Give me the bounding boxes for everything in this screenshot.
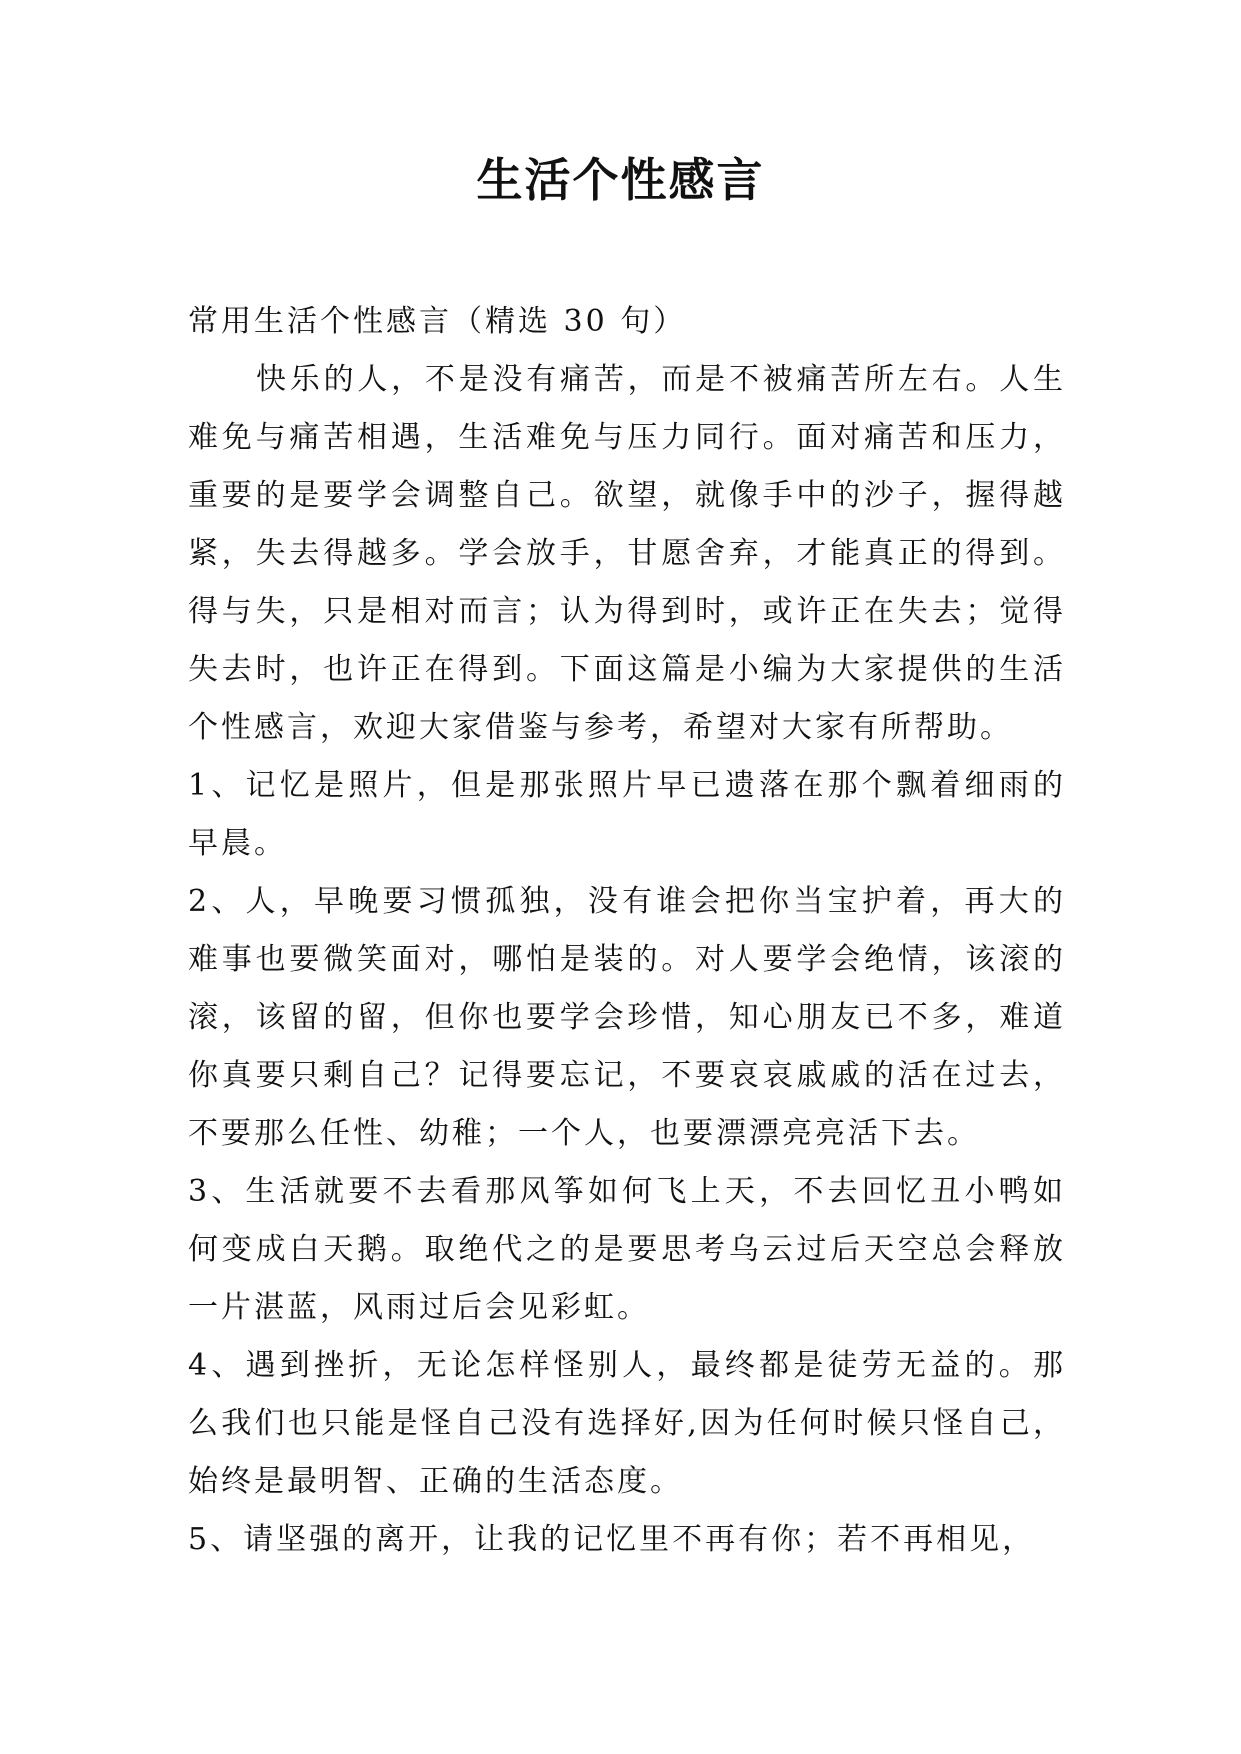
document-title: 生活个性感言 [476, 153, 765, 207]
list-item: 4、遇到挫折，无论怎样怪别人，最终都是徒劳无益的。那么我们也只能是怪自己没有选择好,因为任何时候只怪自己，始终是最明智、正确的生活态度。 [188, 1348, 1066, 1499]
list-item: 2、人，早晚要习惯孤独，没有谁会把你当宝护着，再大的难事也要微笑面对，哪怕是装的。对人要学会绝情，该滚的滚，该留的留，但你也要学会珍惜，知心朋友已不多，难道你真要只剩自己？记得要忘记，不要哀哀戚戚的活在过去，不要那么任性、幼稚；一个人，也要漂漂亮亮活下去。 [188, 884, 1066, 1151]
list-item: 1、记忆是照片，但是那张照片早已遗落在那个飘着细雨的早晨。 [188, 768, 1066, 861]
list-item: 3、生活就要不去看那风筝如何飞上天，不去回忆丑小鸭如何变成白天鹅。取绝代之的是要思考乌云过后天空总会释放一片湛蓝，风雨过后会见彩虹。 [188, 1174, 1066, 1325]
list-item: 5、请坚强的离开，让我的记忆里不再有你；若不再相见， [188, 1522, 1036, 1557]
subtitle: 常用生活个性感言（精选 30 句） [188, 304, 687, 339]
intro-paragraph: 快乐的人，不是没有痛苦，而是不被痛苦所左右。人生难免与痛苦相遇，生活难免与压力同行。面对痛苦和压力，重要的是要学会调整自己。欲望，就像手中的沙子，握得越紧，失去得越多。学会放手，甘愿舍弃，才能真正的得到。得与失，只是相对而言；认为得到时，或许正在失去；觉得失去时，也许正在得到。下面这篇是小编为大家提供的生活个性感言，欢迎大家借鉴与参考，希望对大家有所帮助。 [188, 362, 1066, 745]
document-body [188, 293, 1066, 1569]
